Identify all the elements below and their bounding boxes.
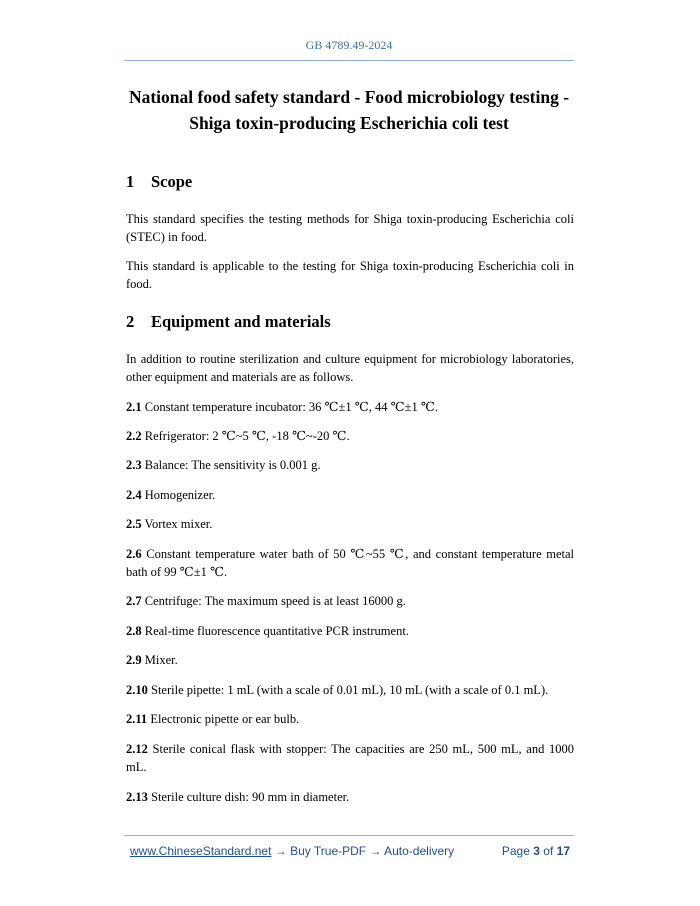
page-current: 3 <box>533 844 540 858</box>
equipment-item <box>126 592 574 610</box>
equipment-item <box>126 456 574 474</box>
page-indicator <box>502 844 570 858</box>
equipment-item <box>126 788 574 806</box>
equipment-item <box>126 398 574 416</box>
section-number: 2 <box>126 312 135 331</box>
equipment-item <box>126 427 574 445</box>
scope-paragraph-2: This standard is applicable to the testing for Shiga toxin-producing Escherichia coli in food. <box>126 259 574 291</box>
equipment-item <box>126 710 574 728</box>
item-text: Sterile pipette: 1 mL (with a scale of 0.01 mL), 10 mL (with a scale of 0.1 mL). <box>151 683 549 697</box>
equipment-item <box>126 515 574 533</box>
equipment-intro: In addition to routine sterilization and culture equipment for microbiology laboratories, other equipment and materials are as follows. <box>126 352 574 384</box>
title-line-1: National food safety standard - Food microbiology testing - <box>128 87 570 107</box>
equipment-item <box>126 681 574 699</box>
footer-site-link[interactable]: www.ChineseStandard.net <box>130 844 272 858</box>
page-label: Page <box>501 844 530 858</box>
item-number: 2.13 <box>126 790 148 804</box>
scope-paragraph-1: This standard specifies the testing methods for Shiga toxin-producing Escherichia coli (STEC) in food. <box>126 212 574 244</box>
title-line-2: Shiga toxin-producing Escherichia coli test <box>189 113 509 133</box>
item-number: 2.10 <box>126 683 148 697</box>
equipment-item <box>126 740 574 776</box>
item-number: 2.9 <box>126 653 142 667</box>
item-number: 2.11 <box>126 712 148 726</box>
equipment-item <box>126 486 574 504</box>
item-text: Sterile culture dish: 90 mm in diameter. <box>151 790 350 804</box>
item-number: 2.5 <box>126 517 142 531</box>
item-text: Constant temperature water bath of 50 ℃~55 ℃, and constant temperature metal bath of 99 ℃±1 ℃. <box>126 547 575 579</box>
footer-tagline: → Buy True-PDF → Auto-delivery <box>274 844 455 858</box>
item-number: 2.1 <box>126 400 142 414</box>
item-number: 2.6 <box>126 547 142 561</box>
item-number: 2.12 <box>126 742 148 756</box>
header-standard-code: GB 4789.49-2024 <box>305 38 393 52</box>
item-number: 2.8 <box>126 624 142 638</box>
item-number: 2.7 <box>126 594 142 608</box>
page-total: 17 <box>556 844 570 858</box>
item-text: Mixer. <box>144 653 178 667</box>
document-title <box>104 84 594 136</box>
item-text: Refrigerator: 2 ℃~5 ℃, -18 ℃~-20 ℃. <box>144 429 350 443</box>
item-text: Sterile conical flask with stopper: The capacities are 250 mL, 500 mL, and 1000 mL. <box>126 742 574 774</box>
item-text: Homogenizer. <box>144 488 216 502</box>
section-heading-equipment <box>126 312 331 332</box>
equipment-item <box>126 622 574 640</box>
page-of: of <box>543 844 554 858</box>
section-number: 1 <box>126 172 135 191</box>
footer-divider <box>124 835 574 836</box>
item-number: 2.2 <box>126 429 142 443</box>
item-text: Constant temperature incubator: 36 ℃±1 ℃, 44 ℃±1 ℃. <box>144 400 438 414</box>
item-text: Electronic pipette or ear bulb. <box>150 712 300 726</box>
section-title: Scope <box>151 172 193 191</box>
equipment-item <box>126 545 574 581</box>
item-text: Centrifuge: The maximum speed is at least 16000 g. <box>144 594 406 608</box>
item-number: 2.4 <box>126 488 142 502</box>
item-text: Balance: The sensitivity is 0.001 g. <box>144 458 321 472</box>
header-divider <box>124 60 574 61</box>
section-heading-scope <box>126 172 192 192</box>
equipment-item <box>126 651 574 669</box>
section-title: Equipment and materials <box>151 312 331 331</box>
item-number: 2.3 <box>126 458 142 472</box>
item-text: Vortex mixer. <box>144 517 213 531</box>
item-text: Real-time fluorescence quantitative PCR instrument. <box>144 624 409 638</box>
page-footer <box>130 844 570 858</box>
